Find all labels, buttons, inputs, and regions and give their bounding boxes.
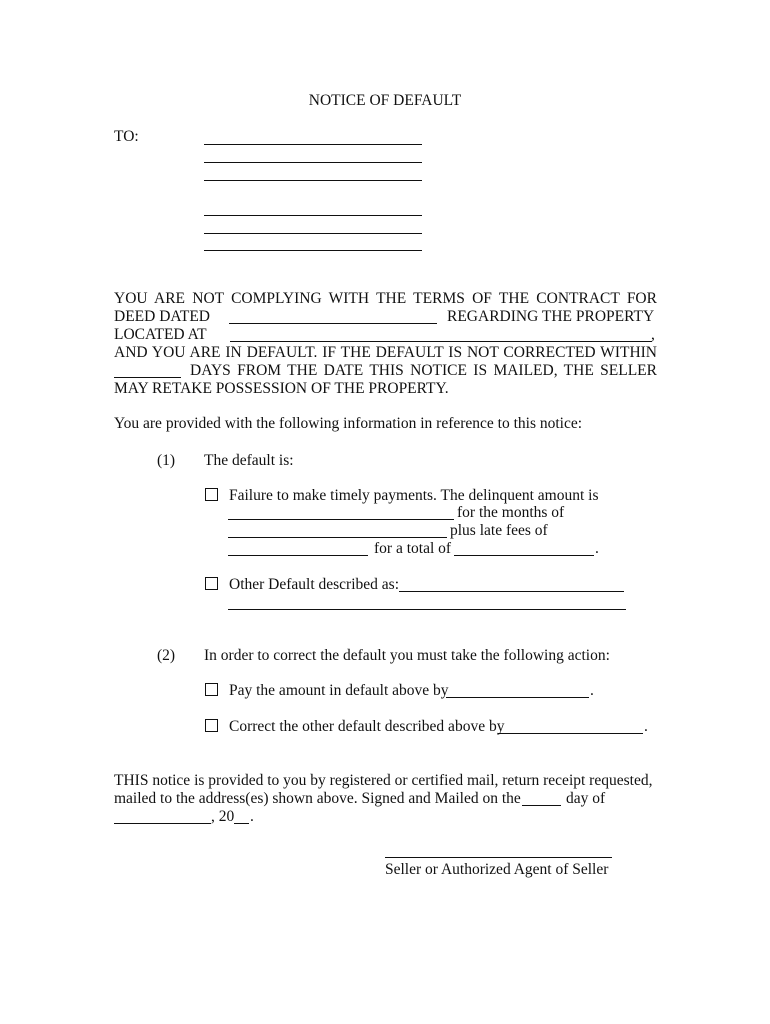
deed-dated-label: DEED DATED [114, 308, 210, 325]
correct-by-date-blank[interactable] [498, 719, 643, 734]
item-1-label: The default is: [204, 452, 294, 469]
body-line-5: DAYS FROM THE DATE THIS NOTICE IS MAILED, THE SELLER [190, 362, 657, 379]
late-fees-text: plus late fees of [450, 522, 548, 539]
correct-by-period: . [644, 718, 648, 735]
total-blank[interactable] [454, 541, 594, 556]
item-2-number: (2) [157, 647, 176, 664]
located-at-label: LOCATED AT [114, 326, 207, 343]
for-months-text: for the months of [457, 504, 565, 521]
signed-year-blank[interactable] [234, 809, 249, 824]
address-line-4[interactable] [204, 215, 422, 216]
regarding-property-label: REGARDING THE PROPERTY [447, 308, 655, 325]
year-prefix: , 20 [211, 808, 235, 825]
item-1-number: (1) [157, 452, 176, 469]
signed-month-blank[interactable] [114, 809, 211, 824]
deed-date-blank[interactable] [229, 309, 437, 324]
total-text: for a total of [374, 540, 452, 557]
address-line-6[interactable] [204, 250, 422, 251]
other-default-blank-1[interactable] [399, 577, 624, 592]
comma: , [651, 326, 655, 343]
correct-default-checkbox[interactable] [205, 719, 218, 732]
address-line-1[interactable] [204, 144, 422, 145]
total-period: . [595, 540, 599, 557]
to-label: TO: [114, 128, 139, 145]
pay-amount-text: Pay the amount in default above by [229, 682, 449, 699]
late-fees-blank[interactable] [228, 541, 368, 556]
failure-to-pay-checkbox[interactable] [205, 488, 218, 501]
other-default-text: Other Default described as: [229, 576, 400, 593]
months-blank[interactable] [228, 523, 447, 538]
day-of-text: day of [566, 790, 606, 807]
body-line-6: MAY RETAKE POSSESSION OF THE PROPERTY. [114, 380, 449, 397]
closing-line-2: mailed to the address(es) shown above. Signed and Mailed on the [114, 790, 521, 807]
other-default-checkbox[interactable] [205, 577, 218, 590]
correct-default-text: Correct the other default described above by [229, 718, 505, 735]
days-blank[interactable] [114, 363, 181, 378]
signed-day-blank[interactable] [522, 791, 561, 806]
pay-amount-checkbox[interactable] [205, 683, 218, 696]
property-location-blank[interactable] [230, 327, 652, 342]
body-line-4: AND YOU ARE IN DEFAULT. IF THE DEFAULT IS NOT CORRECTED WITHIN [114, 344, 657, 361]
signature-label: Seller or Authorized Agent of Seller [385, 861, 609, 878]
address-line-2[interactable] [204, 162, 422, 163]
address-line-3[interactable] [204, 180, 422, 181]
pay-by-date-blank[interactable] [446, 683, 589, 698]
body-line-1: YOU ARE NOT COMPLYING WITH THE TERMS OF THE CONTRACT FOR [114, 290, 657, 307]
signature-line[interactable] [385, 857, 612, 858]
address-line-5[interactable] [204, 233, 422, 234]
delinquent-amount-blank[interactable] [228, 505, 454, 520]
item-2-label: In order to correct the default you must take the following action: [204, 647, 610, 664]
failure-to-pay-text: Failure to make timely payments. The delinquent amount is [229, 487, 599, 504]
other-default-blank-2[interactable] [228, 595, 626, 610]
document-title: NOTICE OF DEFAULT [308, 92, 462, 109]
info-intro: You are provided with the following information in reference to this notice: [114, 415, 583, 432]
year-period: . [250, 808, 254, 825]
closing-line-1: THIS notice is provided to you by registered or certified mail, return receipt requested, [114, 772, 653, 789]
pay-by-period: . [590, 682, 594, 699]
